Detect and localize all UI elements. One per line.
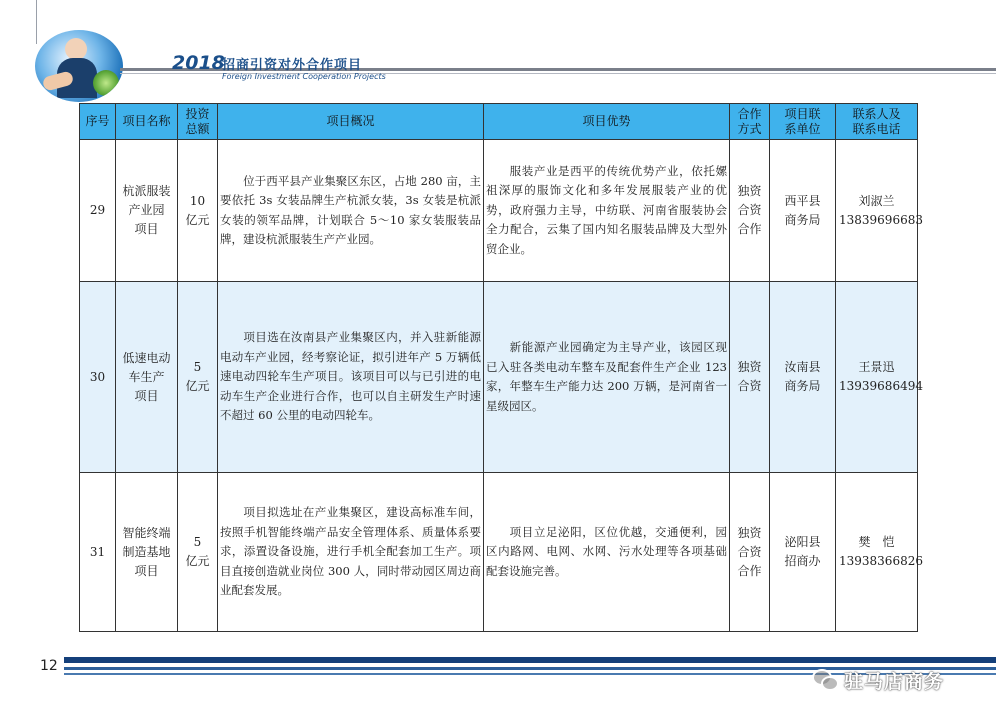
table-row [80,282,918,473]
page-number: 12 [40,658,58,674]
header-contact: 联系人及 联系电话 [836,104,918,140]
cell-name: 智能终端 制造基地 项目 [116,473,178,632]
watermark-text: 驻马店商务 [844,670,945,693]
wechat-icon [812,669,838,691]
header-title-en: Foreign Investment Cooperation Projects [222,72,386,81]
cell-cooperation: 独资 合资 合作 [730,140,770,282]
cell-overview: 位于西平县产业集聚区东区，占地 280 亩，主要依托 3s 女装品牌生产杭派女装，3s 女装是杭派女装的领军品牌，计划联合 5～10 家女装服装品牌，建设杭派服装生产产业园。 [218,140,484,282]
cell-investment: 10 亿元 [178,140,218,282]
footer-rule [64,657,996,663]
cell-advantage: 新能源产业园确定为主导产业，该园区现已入驻各类电动车整车及配套件生产企业 123 家，年整车生产能力达 200 万辆，是河南省一星级园区。 [484,282,730,473]
header-seq: 序号 [80,104,116,140]
cell-cooperation: 独资 合资 [730,282,770,473]
header-title-cn: 招商引资对外合作项目 [222,58,363,73]
cell-investment: 5 亿元 [178,473,218,632]
cell-contact-unit: 西平县 商务局 [770,140,836,282]
header-divider [36,0,37,44]
header-investment: 投资 总额 [178,104,218,140]
cell-seq: 30 [80,282,116,473]
header-overview: 项目概况 [218,104,484,140]
header-advantage: 项目优势 [484,104,730,140]
table-row [80,473,918,632]
cell-overview: 项目拟选址在产业集聚区，建设高标准车间，按照手机智能终端产品安全管理体系、质量体系要求，添置设备设施，进行手机全配套加工生产。项目直接创造就业岗位 300 人，同时带动园区周边商业配套发展。 [218,473,484,632]
projects-table [79,103,923,632]
header-cooperation: 合作 方式 [730,104,770,140]
table-header-row [80,104,918,140]
cell-name: 低速电动 车生产 项目 [116,282,178,473]
header-year: 2018 [172,52,225,74]
cell-seq: 31 [80,473,116,632]
cell-overview: 项目选在汝南县产业集聚区内，并入驻新能源电动车产业园，经考察论证，拟引进年产 5 万辆低速电动四轮车生产项目。该项目可以与已引进的电动车生产企业进行合作，也可以自主研发生产时速不超过 60 公里的电动四轮车。 [218,282,484,473]
cell-investment: 5 亿元 [178,282,218,473]
table-row [80,140,918,282]
page-header [0,0,996,100]
cell-name: 杭派服装 产业园 项目 [116,140,178,282]
cell-seq: 29 [80,140,116,282]
watermark [812,664,992,696]
header-contact-unit: 项目联 系单位 [770,104,836,140]
cell-advantage: 项目立足泌阳，区位优越，交通便利，园区内路网、电网、水网、污水处理等各项基础配套设施完善。 [484,473,730,632]
cell-contact-unit: 泌阳县 招商办 [770,473,836,632]
cell-contact: 刘淑兰 13839696683 [836,140,918,282]
header-name: 项目名称 [116,104,178,140]
header-logo-image [35,30,123,102]
cell-contact: 樊 恺 13938366826 [836,473,918,632]
cell-advantage: 服装产业是西平的传统优势产业，依托嫘祖深厚的服饰文化和多年发展服装产业的优势，政府强力主导，中纺联、河南省服装协会全力配合，云集了国内知名服装品牌及大型外贸企业。 [484,140,730,282]
cell-cooperation: 独资 合资 合作 [730,473,770,632]
cell-contact: 王景迅 13939686494 [836,282,918,473]
cell-contact-unit: 汝南县 商务局 [770,282,836,473]
